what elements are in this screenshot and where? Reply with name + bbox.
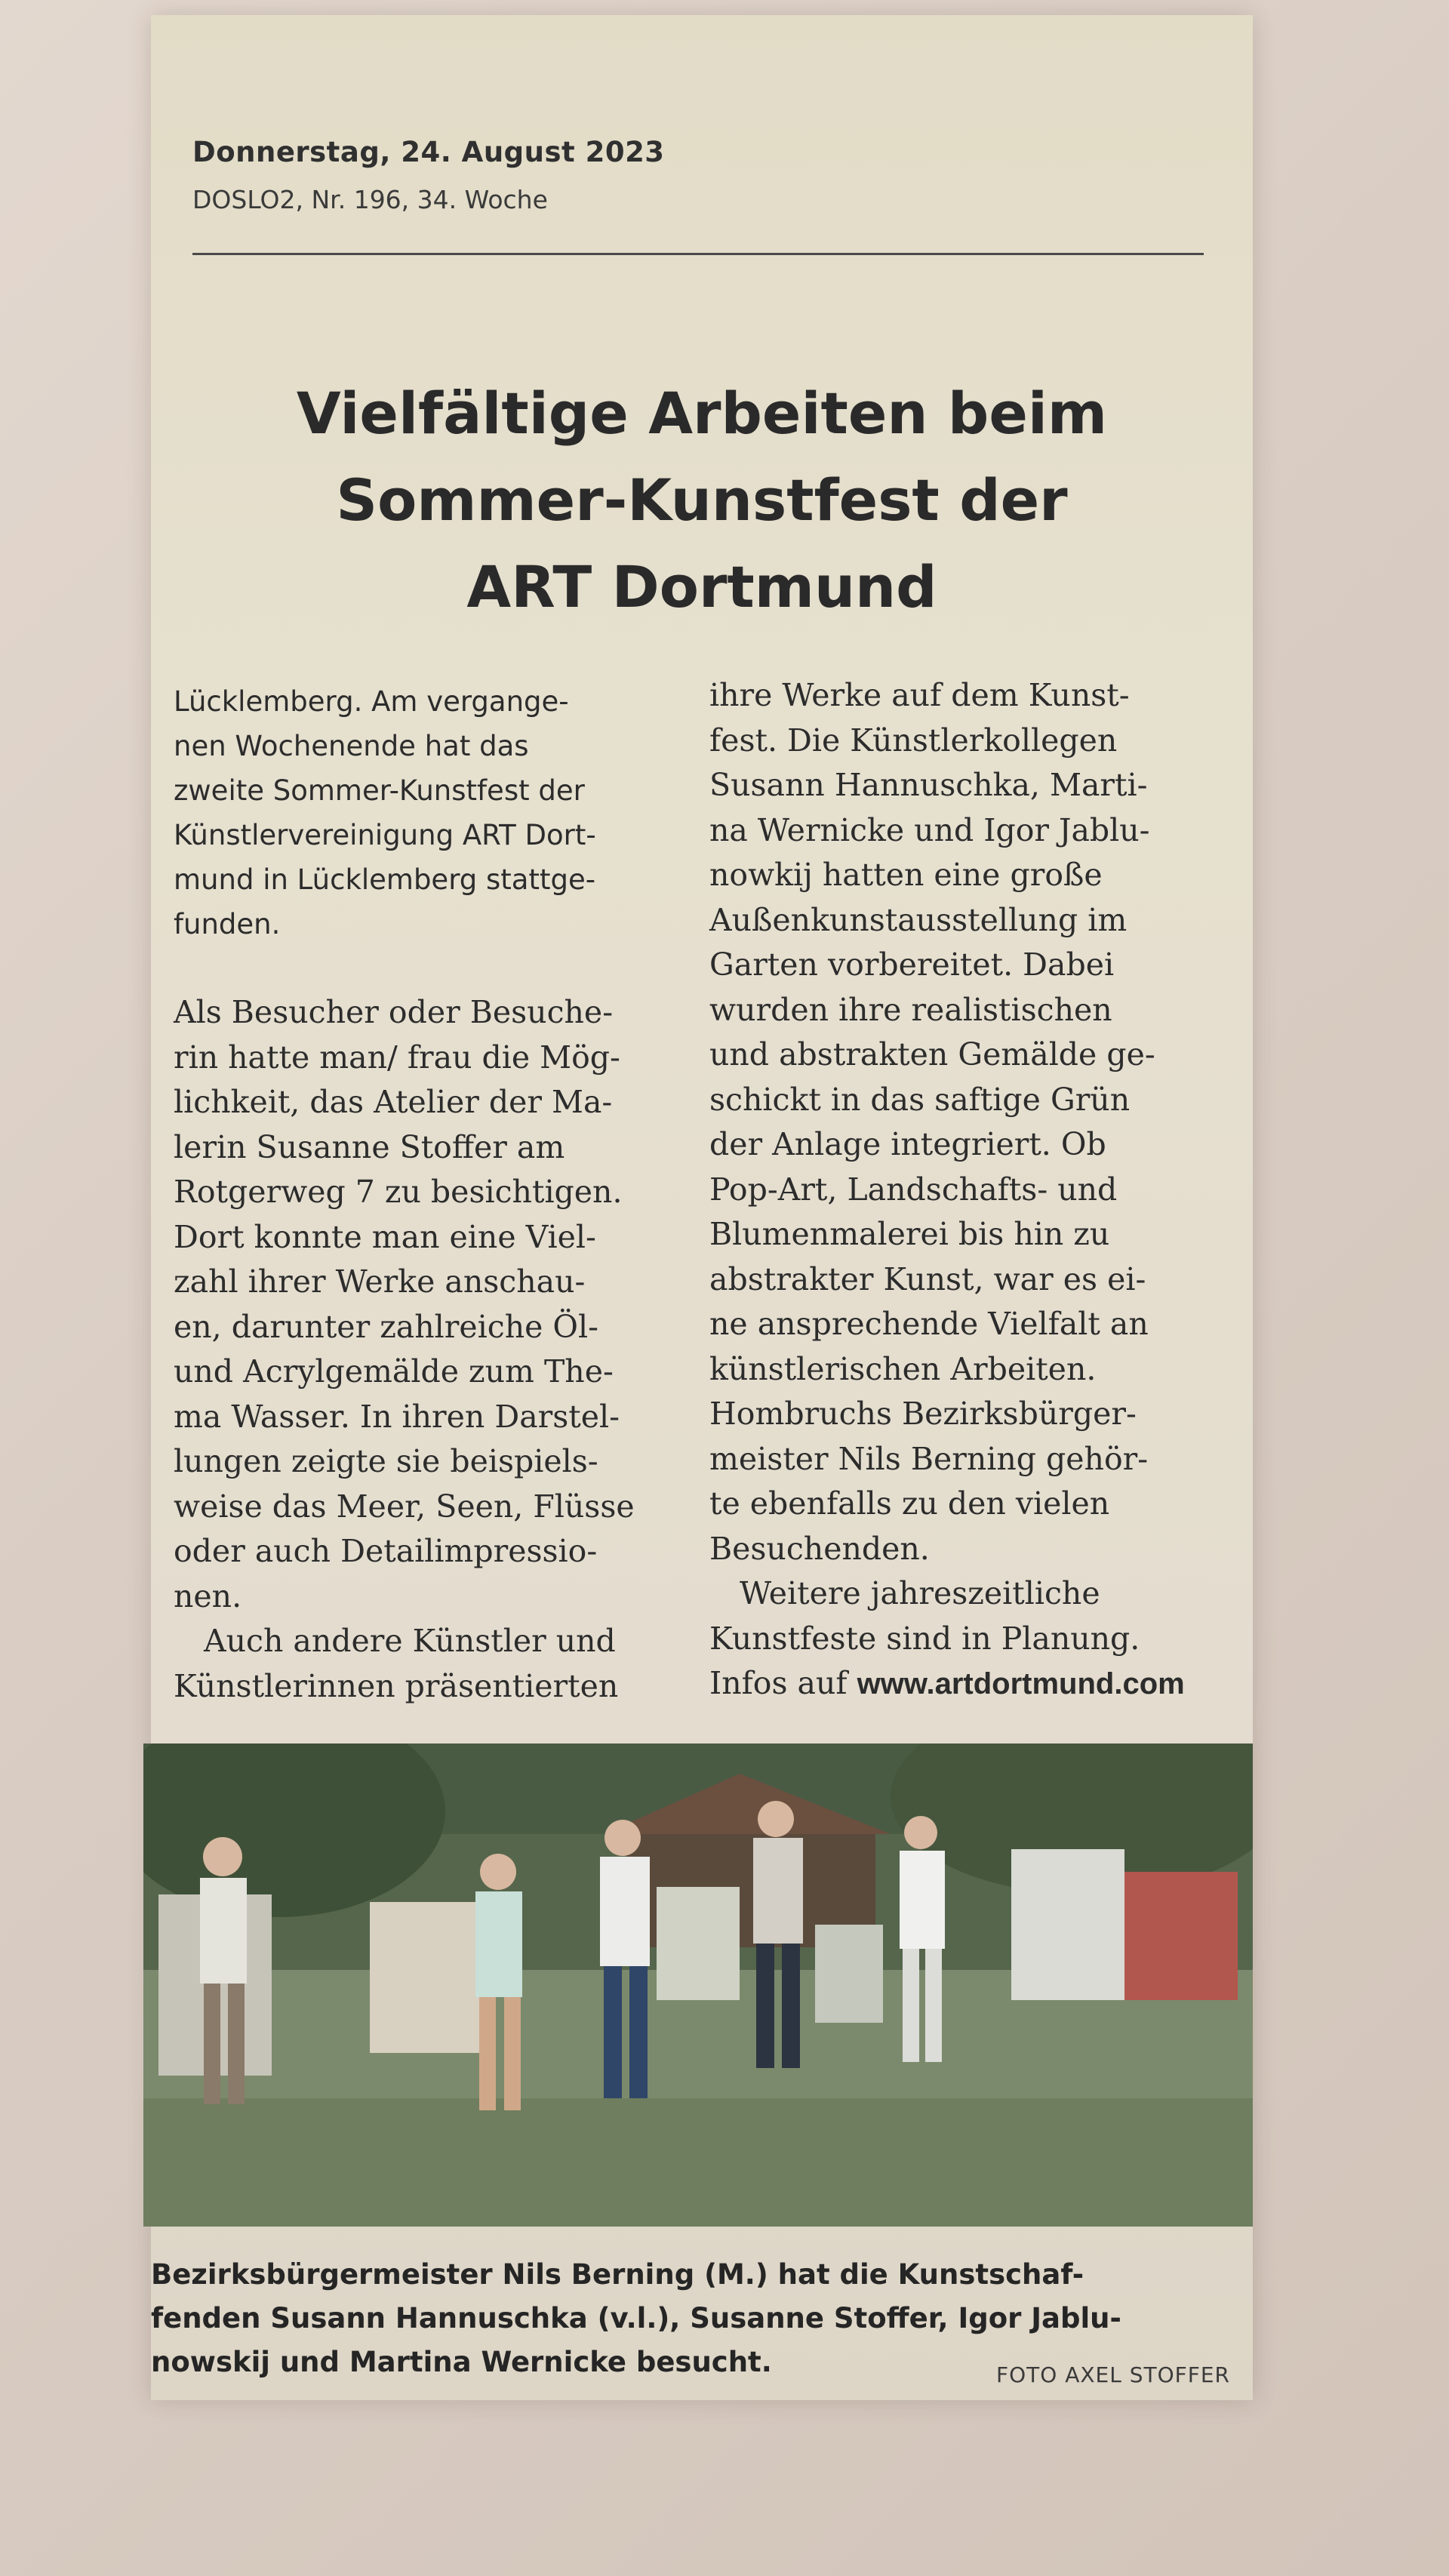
body-paragraph: ihre Werke auf dem Kunst- fest. Die Künstlerkollegen Susann Hannuschka, Marti- na Wernicke und Igor Jablu- nowkij hatten eine große Außenkunstausstellung im Garten vorbereitet. Dabei wurden ihre realistischen und abstrakten Gemälde ge- schickt in das saftige Grün der Anlage integriert. Ob Pop-Art, Landschafts- und Blumenmalerei bis hin zu abstrakter Kunst, war es ei- ne ansprechende Vielfalt an künstlerischen Arbeiten. Hombruchs Bezirksbürger- meister Nils Berning gehör- te ebenfalls zu den vielen Besuchenden. — [709, 677, 1155, 1567]
article-headline — [151, 370, 1253, 630]
headline-line: Sommer-Kunstfest der — [336, 466, 1068, 534]
lead-paragraph: Lücklemberg. Am vergange- nen Wochenende hat das zweite Sommer-Kunstfest der Künstlervereinigung ART Dort- mund in Lücklemberg stattge- funden. — [174, 685, 596, 940]
edition-info: DOSLO2, Nr. 196, 34. Woche — [192, 185, 548, 214]
left-column — [174, 679, 672, 1709]
headline-line: ART Dortmund — [466, 553, 937, 620]
article-photo — [143, 1743, 1253, 2227]
issue-date: Donnerstag, 24. August 2023 — [192, 136, 665, 168]
photo-illustration — [143, 1743, 1253, 2227]
photo-caption: Bezirksbürgermeister Nils Berning (M.) hat die Kunstschaf- fenden Susann Hannuschka (v.l.), Susanne Stoffer, Igor Jablu- nowskij und Martina Wernicke besucht. — [151, 2258, 1121, 2378]
body-paragraph: Auch andere Künstler und Künstlerinnen präsentierten — [174, 1623, 619, 1704]
infos-prefix: Infos auf — [709, 1665, 848, 1701]
website-link[interactable]: www.artdortmund.com — [857, 1667, 1185, 1700]
right-column — [709, 673, 1208, 1707]
body-paragraph: Als Besucher oder Besuche- rin hatte man/ frau die Mög- lichkeit, das Atelier der Ma- lerin Susanne Stoffer am Rotgerweg 7 zu besichtigen. Dort konnte man eine Viel- zahl ihrer Werke anschau- en, darunter zahlreiche Öl- und Acrylgemälde zum The- ma Wasser. In ihren Darstel- lungen zeigte sie beispiels- weise das Meer, Seen, Flüsse oder auch Detailimpressio- nen. — [174, 994, 635, 1614]
body-paragraph: Weitere jahreszeitliche Kunstfeste sind in Planung. Infos auf www.artdortmund.com — [709, 1575, 1185, 1701]
header-divider — [192, 253, 1204, 255]
headline-line: Vielfältige Arbeiten beim — [296, 380, 1108, 447]
photo-credit: FOTO AXEL STOFFER — [996, 2362, 1230, 2387]
newspaper-clipping — [151, 15, 1253, 2400]
